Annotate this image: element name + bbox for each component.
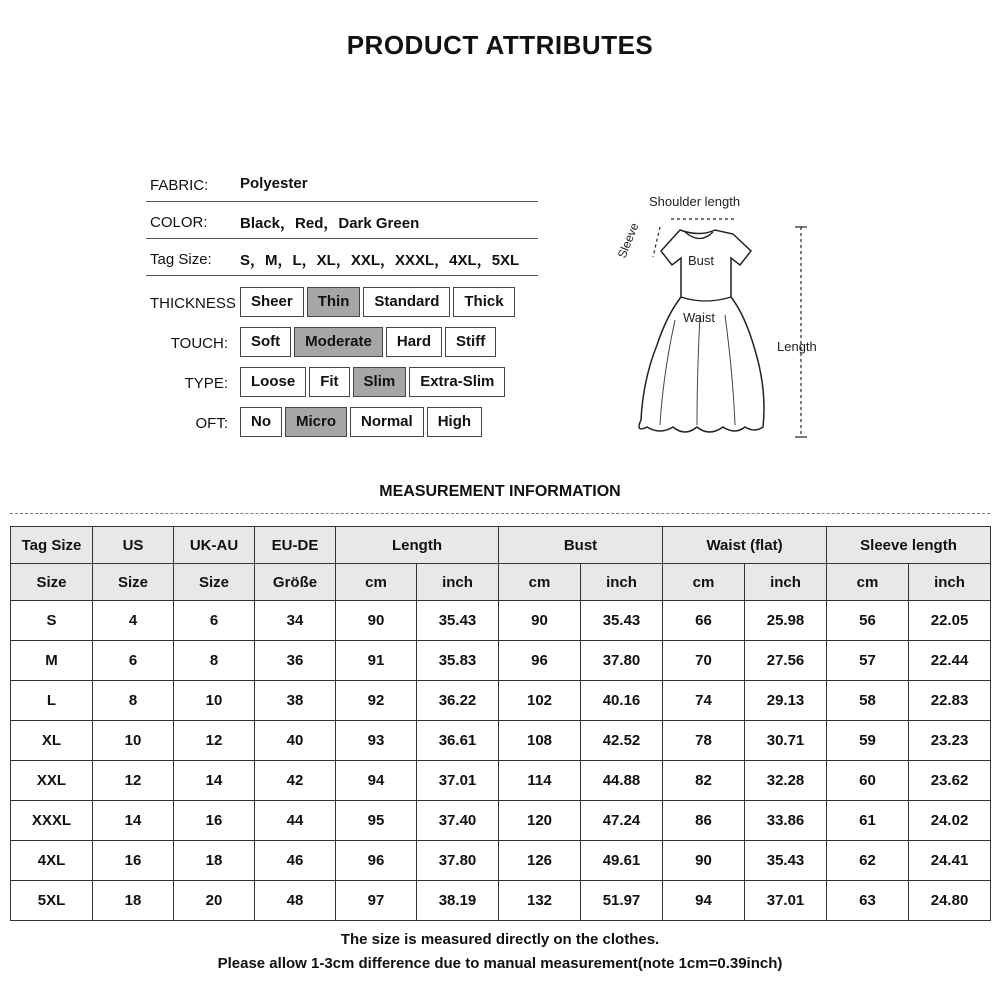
table-cell: 49.61 — [581, 841, 663, 881]
table-cell: 23.23 — [909, 721, 991, 761]
option-type-extra-slim: Extra-Slim — [409, 367, 505, 397]
option-oft-high: High — [427, 407, 482, 437]
table-cell: 120 — [499, 801, 581, 841]
table-cell: 24.02 — [909, 801, 991, 841]
shoulder-label: Shoulder length — [649, 194, 741, 209]
table-cell: 58 — [827, 681, 909, 721]
table-row — [11, 881, 991, 921]
table-cell: 4 — [93, 601, 174, 641]
table-cell: 82 — [663, 761, 745, 801]
table-cell: 16 — [174, 801, 255, 841]
subheader-cell: inch — [417, 564, 499, 601]
attr-row-tag-size — [146, 239, 538, 276]
table-cell: 132 — [499, 881, 581, 921]
table-cell: 42.52 — [581, 721, 663, 761]
table-cell: 18 — [93, 881, 174, 921]
dress-diagram — [605, 185, 845, 450]
table-cell: 14 — [93, 801, 174, 841]
table-cell: 36 — [255, 641, 336, 681]
attr-row-fabric — [146, 165, 538, 202]
header-cell: UK-AU — [174, 527, 255, 564]
table-cell: 8 — [93, 681, 174, 721]
table-cell: M — [11, 641, 93, 681]
table-row — [11, 841, 991, 881]
option-thickness-thin: Thin — [307, 287, 361, 317]
page-title: PRODUCT ATTRIBUTES — [346, 30, 654, 60]
subheader-cell: Größe — [255, 564, 336, 601]
table-cell: XXXL — [11, 801, 93, 841]
table-cell: 30.71 — [745, 721, 827, 761]
table-cell: 90 — [336, 601, 417, 641]
table-cell: 96 — [336, 841, 417, 881]
size-table — [10, 526, 991, 921]
table-cell: 48 — [255, 881, 336, 921]
note-line-1: The size is measured directly on the clothes. — [340, 931, 660, 948]
table-cell: 94 — [663, 881, 745, 921]
table-row — [11, 681, 991, 721]
subheader-cell: cm — [827, 564, 909, 601]
table-cell: 34 — [255, 601, 336, 641]
table-cell: 44.88 — [581, 761, 663, 801]
table-cell: 35.43 — [745, 841, 827, 881]
table-cell: 37.01 — [417, 761, 499, 801]
table-cell: 44 — [255, 801, 336, 841]
subheader-cell: Size — [93, 564, 174, 601]
table-cell: S — [11, 601, 93, 641]
table-cell: 35.83 — [417, 641, 499, 681]
table-cell: 46 — [255, 841, 336, 881]
table-cell: 37.40 — [417, 801, 499, 841]
table-cell: 59 — [827, 721, 909, 761]
table-cell: 36.22 — [417, 681, 499, 721]
table-cell: 6 — [93, 641, 174, 681]
table-cell: 27.56 — [745, 641, 827, 681]
table-cell: L — [11, 681, 93, 721]
table-cell: 4XL — [11, 841, 93, 881]
table-cell: 8 — [174, 641, 255, 681]
table-cell: 38 — [255, 681, 336, 721]
table-row — [11, 641, 991, 681]
option-touch-stiff: Stiff — [445, 327, 496, 357]
attr-value: Black，Red，Dark Green — [240, 215, 420, 232]
waist-label: Waist — [683, 310, 716, 325]
option-label: TOUCH: — [170, 335, 228, 352]
option-label: THICKNESS — [150, 295, 236, 312]
table-cell: 51.97 — [581, 881, 663, 921]
table-cell: 91 — [336, 641, 417, 681]
table-cell: 10 — [174, 681, 255, 721]
note-line-2: Please allow 1-3cm difference due to manual measurement(note 1cm=0.39inch) — [217, 955, 783, 972]
table-row — [11, 801, 991, 841]
table-cell: 40.16 — [581, 681, 663, 721]
table-cell: 33.86 — [745, 801, 827, 841]
bust-label: Bust — [688, 253, 715, 268]
option-touch-moderate: Moderate — [294, 327, 383, 357]
table-cell: 23.62 — [909, 761, 991, 801]
header-cell: EU-DE — [255, 527, 336, 564]
table-cell: 78 — [663, 721, 745, 761]
table-cell: 38.19 — [417, 881, 499, 921]
table-cell: 12 — [93, 761, 174, 801]
table-cell: 14 — [174, 761, 255, 801]
header-cell: US — [93, 527, 174, 564]
option-oft-normal: Normal — [350, 407, 424, 437]
header-cell: Bust — [499, 527, 663, 564]
attr-value: S，M，L，XL，XXL，XXXL，4XL，5XL — [240, 252, 520, 269]
table-cell: 47.24 — [581, 801, 663, 841]
table-cell: 35.43 — [417, 601, 499, 641]
table-cell: 86 — [663, 801, 745, 841]
header-cell: Sleeve length — [827, 527, 991, 564]
table-cell: 95 — [336, 801, 417, 841]
option-thickness-sheer: Sheer — [240, 287, 304, 317]
table-cell: 42 — [255, 761, 336, 801]
subheader-cell: cm — [336, 564, 417, 601]
table-cell: 37.80 — [417, 841, 499, 881]
option-boxes — [240, 407, 482, 437]
table-cell: 22.44 — [909, 641, 991, 681]
subheader-cell: inch — [909, 564, 991, 601]
length-label: Length — [777, 339, 817, 354]
table-cell: XXL — [11, 761, 93, 801]
subheader-cell: inch — [745, 564, 827, 601]
attr-label: COLOR: — [150, 214, 208, 231]
attr-label: FABRIC: — [150, 177, 209, 194]
sleeve-line — [653, 227, 660, 257]
table-cell: 35.43 — [581, 601, 663, 641]
option-thickness-standard: Standard — [363, 287, 450, 317]
option-boxes — [240, 287, 515, 317]
table-cell: 96 — [499, 641, 581, 681]
table-cell: 56 — [827, 601, 909, 641]
attr-label: Tag Size: — [150, 251, 212, 268]
measurement-title: MEASUREMENT INFORMATION — [379, 483, 621, 500]
option-boxes — [240, 367, 505, 397]
table-cell: 94 — [336, 761, 417, 801]
table-cell: 12 — [174, 721, 255, 761]
table-cell: 22.05 — [909, 601, 991, 641]
option-oft-micro: Micro — [285, 407, 347, 437]
table-cell: 18 — [174, 841, 255, 881]
table-cell: 126 — [499, 841, 581, 881]
table-cell: 24.41 — [909, 841, 991, 881]
table-cell: 25.98 — [745, 601, 827, 641]
table-cell: 92 — [336, 681, 417, 721]
table-cell: 61 — [827, 801, 909, 841]
table-cell: 36.61 — [417, 721, 499, 761]
table-cell: 108 — [499, 721, 581, 761]
table-row — [11, 601, 991, 641]
subheader-cell: inch — [581, 564, 663, 601]
table-cell: 5XL — [11, 881, 93, 921]
table-cell: 10 — [93, 721, 174, 761]
subheader-cell: Size — [174, 564, 255, 601]
table-cell: 6 — [174, 601, 255, 641]
table-cell: 90 — [499, 601, 581, 641]
table-cell: 60 — [827, 761, 909, 801]
table-cell: 16 — [93, 841, 174, 881]
option-thickness-thick: Thick — [453, 287, 514, 317]
table-cell: 24.80 — [909, 881, 991, 921]
header-row-2 — [11, 564, 991, 601]
table-cell: 29.13 — [745, 681, 827, 721]
table-row — [11, 761, 991, 801]
table-cell: 62 — [827, 841, 909, 881]
table-cell: 70 — [663, 641, 745, 681]
subheader-cell: cm — [663, 564, 745, 601]
table-cell: 63 — [827, 881, 909, 921]
option-label: OFT: — [195, 415, 228, 432]
subheader-cell: Size — [11, 564, 93, 601]
option-touch-hard: Hard — [386, 327, 442, 357]
table-cell: 114 — [499, 761, 581, 801]
table-cell: 57 — [827, 641, 909, 681]
dashed-divider — [10, 513, 990, 514]
option-boxes — [240, 327, 496, 357]
attr-value: Polyester — [240, 175, 308, 192]
option-type-fit: Fit — [309, 367, 349, 397]
table-row — [11, 721, 991, 761]
table-cell: 97 — [336, 881, 417, 921]
table-cell: 20 — [174, 881, 255, 921]
header-cell: Waist (flat) — [663, 527, 827, 564]
table-cell: 37.80 — [581, 641, 663, 681]
table-cell: 40 — [255, 721, 336, 761]
subheader-cell: cm — [499, 564, 581, 601]
table-cell: 37.01 — [745, 881, 827, 921]
table-cell: 32.28 — [745, 761, 827, 801]
header-cell: Length — [336, 527, 499, 564]
option-touch-soft: Soft — [240, 327, 291, 357]
option-label: TYPE: — [184, 375, 228, 392]
table-cell: 74 — [663, 681, 745, 721]
option-type-slim: Slim — [353, 367, 407, 397]
table-cell: 102 — [499, 681, 581, 721]
table-cell: 93 — [336, 721, 417, 761]
sleeve-label: Sleeve — [614, 220, 642, 261]
table-cell: 22.83 — [909, 681, 991, 721]
table-cell: XL — [11, 721, 93, 761]
table-cell: 66 — [663, 601, 745, 641]
option-oft-no: No — [240, 407, 282, 437]
size-table-body — [11, 601, 991, 921]
option-type-loose: Loose — [240, 367, 306, 397]
table-cell: 90 — [663, 841, 745, 881]
header-row-1 — [11, 527, 991, 564]
header-cell: Tag Size — [11, 527, 93, 564]
attr-row-color — [146, 202, 538, 239]
